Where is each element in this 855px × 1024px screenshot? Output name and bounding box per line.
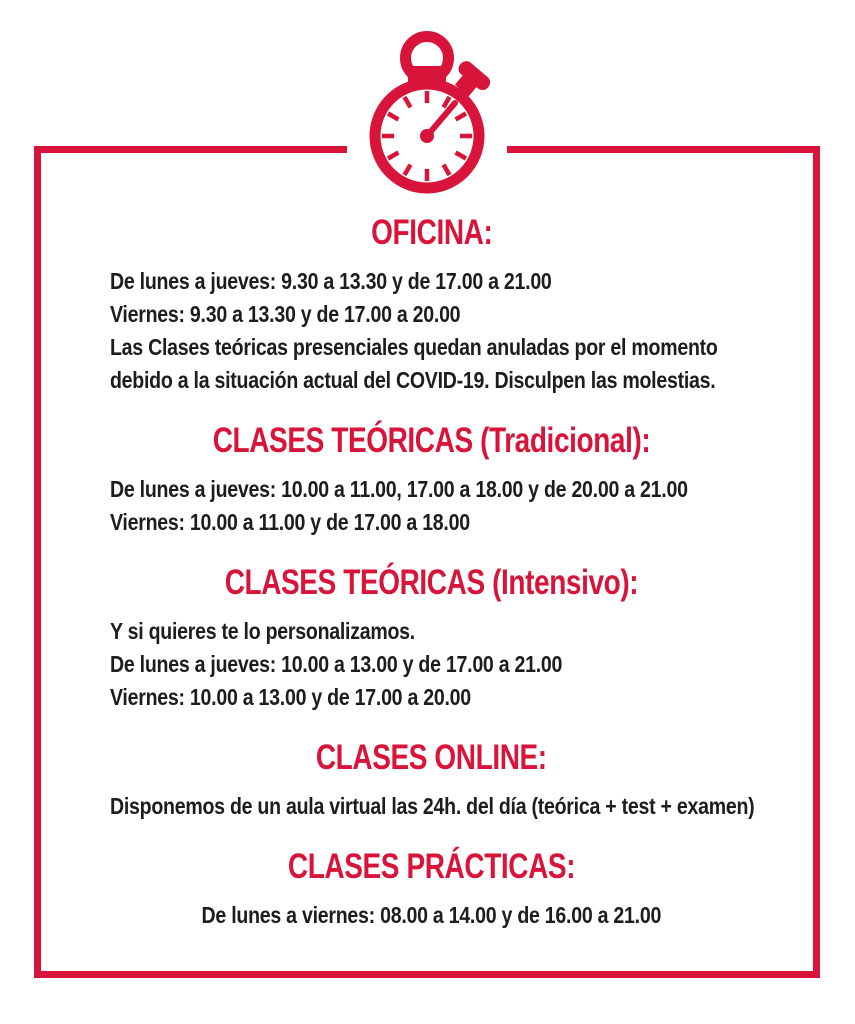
poster-content: [41, 153, 813, 971]
schedule-line: Viernes: 10.00 a 11.00 y de 17.00 a 18.00: [110, 509, 470, 535]
section-practicas: [110, 845, 753, 932]
schedule-line: De lunes a jueves: 9.30 a 13.30 y de 17.00 a 21.00: [110, 268, 552, 294]
heading-text: CLASES TEÓRICAS (Intensivo):: [224, 563, 639, 602]
section-body: [110, 265, 753, 397]
section-oficina: [110, 211, 753, 397]
schedule-line: Viernes: 10.00 a 13.00 y de 17.00 a 20.00: [110, 684, 471, 710]
section-teoricas-intensivo: [110, 561, 753, 714]
section-heading-online: [110, 736, 753, 780]
schedule-line: De lunes a jueves: 10.00 a 13.00 y de 17.00 a 21.00: [110, 651, 563, 677]
schedule-line: Disponemos de un aula virtual las 24h. del día (teórica + test + examen): [110, 793, 755, 819]
section-heading-practicas: [110, 845, 753, 889]
section-body: [110, 899, 753, 932]
section-body: [110, 615, 753, 714]
schedule-line: De lunes a viernes: 08.00 a 14.00 y de 16.00 a 21.00: [201, 902, 662, 928]
notice-line: Las Clases teóricas presenciales quedan anuladas por el momento: [110, 334, 718, 360]
heading-text: OFICINA:: [370, 213, 493, 252]
section-online: [110, 736, 753, 823]
heading-text: CLASES ONLINE:: [316, 738, 547, 777]
section-heading-teoricas-intensivo: [110, 561, 753, 605]
section-heading-teoricas-tradicional: [110, 419, 753, 463]
stopwatch-icon: [347, 24, 507, 196]
section-heading-oficina: [110, 211, 753, 255]
section-body: [110, 473, 753, 539]
schedule-line: De lunes a jueves: 10.00 a 11.00, 17.00 a 18.00 y de 20.00 a 21.00: [110, 476, 688, 502]
heading-text: CLASES TEÓRICAS (Tradicional):: [212, 421, 651, 460]
notice-line: debido a la situación actual del COVID-19. Disculpen las molestias.: [110, 367, 716, 393]
schedule-line: Viernes: 9.30 a 13.30 y de 17.00 a 20.00: [110, 301, 461, 327]
heading-text: CLASES PRÁCTICAS:: [287, 847, 576, 886]
section-body: [110, 790, 753, 823]
schedule-line: Y si quieres te lo personalizamos.: [110, 618, 415, 644]
section-teoricas-tradicional: [110, 419, 753, 539]
